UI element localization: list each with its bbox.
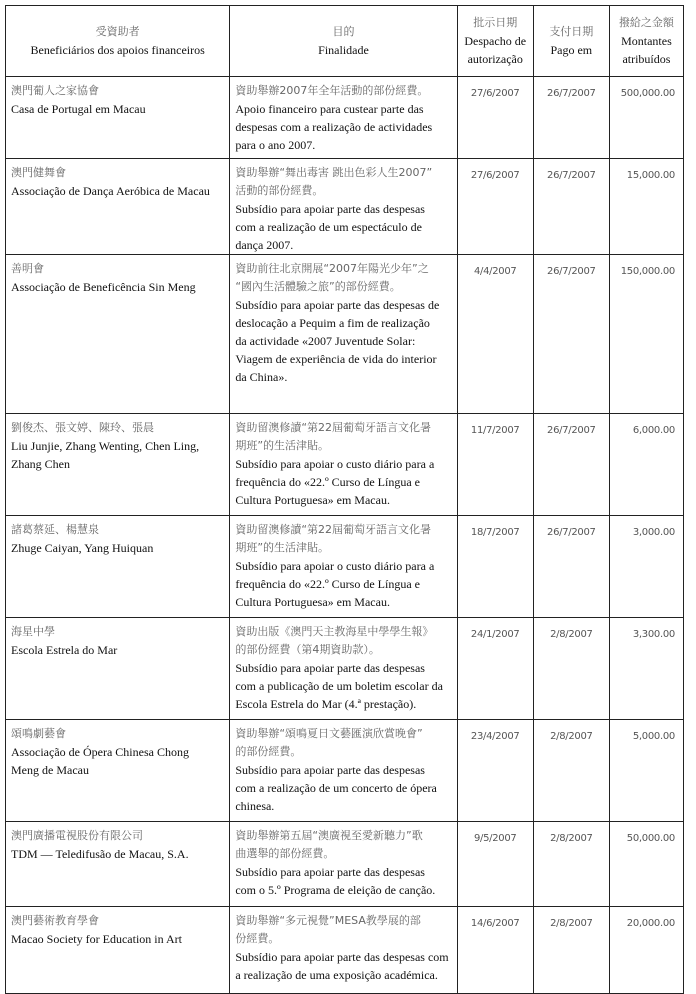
cell-content [534,516,609,542]
amount: 6,000.00 [632,425,675,436]
paid-date: 26/7/2007 [547,170,596,181]
purpose-cell [230,77,457,159]
authorization-date: 27/6/2007 [470,170,520,181]
cell-content [610,720,683,746]
beneficiary-name-pt: Zhang Chen [11,457,70,471]
beneficiary-name-zh: 澳門藝術教育學會 [11,914,99,927]
cell-content [534,907,609,933]
beneficiary-name-zh: 善明會 [11,262,44,275]
beneficiary-cell [6,255,230,414]
paid-date: 26/7/2007 [547,266,596,277]
amount: 3,000.00 [632,527,675,538]
paid-date-cell [533,618,609,720]
paid-date: 2/8/2007 [550,629,593,640]
header-purpose-pt: Finalidade [318,43,369,57]
purpose-zh-line: 資助舉辦“多元視覺”MESA教學展的部 [235,914,421,927]
beneficiary-content [6,618,229,659]
beneficiary-content [6,159,229,200]
purpose-zh-line: 期班”的生活津貼。 [235,541,330,554]
cell-content [610,516,683,542]
paid-date-cell [533,516,609,618]
beneficiary-name-zh: 頌鳴劇藝會 [11,727,66,740]
header-authorization-zh: 批示日期 [473,16,518,29]
cell-content [610,414,683,440]
header-beneficiary-zh: 受資助者 [95,25,140,38]
purpose-content [230,159,456,254]
authorization-date-cell [457,618,533,720]
beneficiary-name-pt: Casa de Portugal em Macau [11,102,146,116]
authorization-date-cell [457,822,533,907]
beneficiary-cell [6,159,230,255]
table-row [6,822,684,907]
authorization-date-cell [457,516,533,618]
paid-date: 2/8/2007 [550,918,593,929]
header-paid-pt: Pago em [550,43,593,57]
header-authorization-pt-2: autorização [467,52,523,66]
cell-content [534,255,609,281]
purpose-cell [230,720,457,822]
purpose-zh-line: “國內生活體驗之旅”的部份經費。 [235,280,401,293]
purpose-pt-line: Subsídio para apoiar parte das despesas [235,763,425,777]
amount-cell [609,159,683,255]
purpose-pt-line: Subsídio para apoiar parte das despesas de [235,298,440,312]
paid-date-cell [533,414,609,516]
beneficiary-name-pt: Associação de Beneficência Sin Meng [11,280,196,294]
purpose-pt-line: Subsídio para apoiar parte das despesas [235,661,425,675]
purpose-zh-line: 資助留澳修讀“第22屆葡萄牙語言文化暑 [235,421,432,434]
authorization-date-cell [457,907,533,994]
beneficiary-name-pt: Associação de Dança Aeróbica de Macau [11,184,210,198]
purpose-pt-line: Subsídio para apoiar o custo diário para a [235,457,435,471]
purpose-zh-line: 資助前往北京開展“2007年陽光少年”之 [235,262,429,275]
purpose-zh-line: 的部份經費（第4期資助款）。 [235,643,380,656]
header-paid [533,6,609,77]
beneficiary-content [6,907,229,948]
amount-cell [609,255,683,414]
beneficiary-cell [6,77,230,159]
table-row [6,77,684,159]
purpose-pt-line: da actividade «2007 Juventude Solar: [235,334,416,348]
amount: 5,000.00 [632,731,675,742]
amount-cell [609,618,683,720]
beneficiary-name-pt: Meng de Macau [11,763,89,777]
paid-date-cell [533,822,609,907]
cell-content [458,159,533,185]
cell-content [610,907,683,933]
purpose-zh-line: 的部份經費。 [235,745,302,758]
beneficiary-name-pt: Escola Estrela do Mar [11,643,118,657]
header-amount-pt-1: Montantes [621,34,672,48]
beneficiary-content [6,414,229,473]
amount-cell [609,516,683,618]
purpose-zh-line: 資助舉辦2007年全年活動的部份經費。 [235,84,429,97]
paid-date-cell [533,907,609,994]
beneficiary-cell [6,516,230,618]
cell-content [458,414,533,440]
paid-date: 26/7/2007 [547,88,596,99]
beneficiary-cell [6,822,230,907]
purpose-content [230,516,456,611]
authorization-date-cell [457,77,533,159]
purpose-content [230,618,456,713]
purpose-content [230,720,456,815]
cell-content [610,159,683,185]
beneficiary-name-pt: Zhuge Caiyan, Yang Huiquan [11,541,154,555]
cell-content [458,822,533,848]
purpose-pt-line: com a realização de um espectáculo de [235,220,422,234]
purpose-pt-line: Subsídio para apoiar parte das despesas com [235,950,449,964]
purpose-zh-line: 期班”的生活津貼。 [235,439,330,452]
beneficiary-content [6,822,229,863]
table-row [6,516,684,618]
purpose-cell [230,907,457,994]
cell-content [458,77,533,103]
beneficiary-name-zh: 澳門廣播電視股份有限公司 [11,829,143,842]
header-amount-pt-2: atribuídos [622,52,671,66]
purpose-pt-line: Cultura Portuguesa» em Macau. [235,493,390,507]
purpose-cell [230,618,457,720]
beneficiary-cell [6,907,230,994]
purpose-zh-line: 活動的部份經費。 [235,184,324,197]
purpose-pt-line: Cultura Portuguesa» em Macau. [235,595,390,609]
cell-content [610,255,683,281]
amount-cell [609,907,683,994]
table-row [6,414,684,516]
beneficiary-name-zh: 諸葛蔡延、楊慧泉 [11,523,99,536]
header-purpose [230,6,457,77]
purpose-zh-line: 資助舉辦“頌鳴夏日文藝匯演欣賞晚會” [235,727,423,740]
amount-cell [609,77,683,159]
purpose-content [230,255,456,386]
purpose-cell [230,159,457,255]
subsidies-table [5,5,684,994]
authorization-date: 4/4/2007 [473,266,517,277]
cell-content [610,822,683,848]
cell-content [534,77,609,103]
purpose-pt-line: Subsídio para apoiar parte das despesas [235,202,425,216]
paid-date: 26/7/2007 [547,527,596,538]
cell-content [610,618,683,644]
purpose-pt-line: a realização de uma exposição académica. [235,968,438,982]
beneficiary-content [6,720,229,779]
paid-date-cell [533,77,609,159]
purpose-content [230,77,456,154]
cell-content [458,255,533,281]
purpose-pt-line: com a realização de um concerto de ópera [235,781,437,795]
purpose-cell [230,255,457,414]
header-beneficiary-pt: Beneficiários dos apoios financeiros [30,43,205,57]
purpose-pt-line: com o 5.º Programa de eleição de canção. [235,883,436,897]
purpose-pt-line: chinesa. [235,799,275,813]
cell-content [458,907,533,933]
table-row [6,907,684,994]
purpose-pt-line: Subsídio para apoiar o custo diário para a [235,559,435,573]
authorization-date: 23/4/2007 [470,731,520,742]
cell-content [610,77,683,103]
paid-date: 2/8/2007 [550,731,593,742]
beneficiary-name-zh: 澳門健舞會 [11,166,66,179]
authorization-date-cell [457,255,533,414]
purpose-pt-line: frequência do «22.º Curso de Língua e [235,577,420,591]
beneficiary-name-zh: 劉俊杰、張文婷、陳玲、張晨 [11,421,154,434]
purpose-pt-line: com a publicação de um boletim escolar da [235,679,443,693]
cell-content [534,618,609,644]
header-authorization-pt-1: Despacho de [464,34,527,48]
table-row [6,618,684,720]
cell-content [458,720,533,746]
cell-content [458,516,533,542]
amount: 3,300.00 [632,629,675,640]
purpose-pt-line: deslocação a Pequim a fim de realização [235,316,430,330]
header-purpose-zh: 目的 [332,25,355,38]
paid-date: 2/8/2007 [550,833,593,844]
beneficiary-name-zh: 澳門葡人之家協會 [11,84,99,97]
beneficiary-content [6,255,229,296]
purpose-cell [230,822,457,907]
beneficiary-cell [6,414,230,516]
purpose-cell [230,414,457,516]
beneficiary-content [6,516,229,557]
beneficiary-name-pt: Associação de Ópera Chinesa Chong [11,745,189,759]
beneficiary-name-zh: 海星中學 [11,625,55,638]
authorization-date-cell [457,159,533,255]
authorization-date: 9/5/2007 [473,833,517,844]
purpose-pt-line: dança 2007. [235,238,294,252]
cell-content [534,822,609,848]
beneficiary-cell [6,618,230,720]
purpose-pt-line: da China». [235,370,288,384]
amount: 20,000.00 [626,918,675,929]
cell-content [534,159,609,185]
paid-date: 26/7/2007 [547,425,596,436]
amount-cell [609,414,683,516]
beneficiary-name-pt: Macao Society for Education in Art [11,932,182,946]
header-authorization [457,6,533,77]
purpose-zh-line: 資助出版《澳門天主教海星中學學生報》 [235,625,434,638]
amount-cell [609,720,683,822]
purpose-pt-line: Apoio financeiro para custear parte das [235,102,424,116]
authorization-date: 27/6/2007 [470,88,520,99]
purpose-zh-line: 曲選舉的部份經費。 [235,847,335,860]
purpose-pt-line: despesas com a realização de actividades [235,120,433,134]
cell-content [534,414,609,440]
table-header-row [6,6,684,77]
paid-date-cell [533,159,609,255]
purpose-pt-line: para o ano 2007. [235,138,316,152]
purpose-content [230,822,456,899]
paid-date-cell [533,720,609,822]
purpose-pt-line: Escola Estrela do Mar (4.ª prestação). [235,697,417,711]
table-row [6,159,684,255]
amount: 50,000.00 [626,833,675,844]
authorization-date-cell [457,414,533,516]
purpose-pt-line: Subsídio para apoiar parte das despesas [235,865,425,879]
beneficiary-name-pt: TDM — Teledifusão de Macau, S.A. [11,847,189,861]
paid-date-cell [533,255,609,414]
table-row [6,720,684,822]
authorization-date: 14/6/2007 [470,918,520,929]
purpose-content [230,414,456,509]
table-row [6,255,684,414]
amount: 150,000.00 [620,266,675,277]
cell-content [458,618,533,644]
authorization-date: 11/7/2007 [470,425,520,436]
authorization-date: 18/7/2007 [470,527,520,538]
beneficiary-cell [6,720,230,822]
beneficiary-name-pt: Liu Junjie, Zhang Wenting, Chen Ling, [11,439,200,453]
purpose-zh-line: 資助舉辦第五屆“澳廣視至愛新聽力”歌 [235,829,423,842]
header-amount [609,6,683,77]
cell-content [534,720,609,746]
authorization-date: 24/1/2007 [470,629,520,640]
purpose-cell [230,516,457,618]
purpose-pt-line: frequência do «22.º Curso de Língua e [235,475,420,489]
amount-cell [609,822,683,907]
purpose-pt-line: Viagem de experiência de vida do interior [235,352,437,366]
purpose-zh-line: 份經費。 [235,932,280,945]
purpose-content [230,907,456,984]
beneficiary-content [6,77,229,118]
authorization-date-cell [457,720,533,822]
table-body [6,77,684,994]
purpose-zh-line: 資助留澳修讀“第22屆葡萄牙語言文化暑 [235,523,432,536]
purpose-zh-line: 資助舉辦“舞出毒害 跳出色彩人生2007” [235,166,433,179]
amount: 500,000.00 [620,88,675,99]
amount: 15,000.00 [626,170,675,181]
header-beneficiary [6,6,230,77]
header-amount-zh: 撥給之金額 [618,16,674,29]
header-paid-zh: 支付日期 [549,25,594,38]
